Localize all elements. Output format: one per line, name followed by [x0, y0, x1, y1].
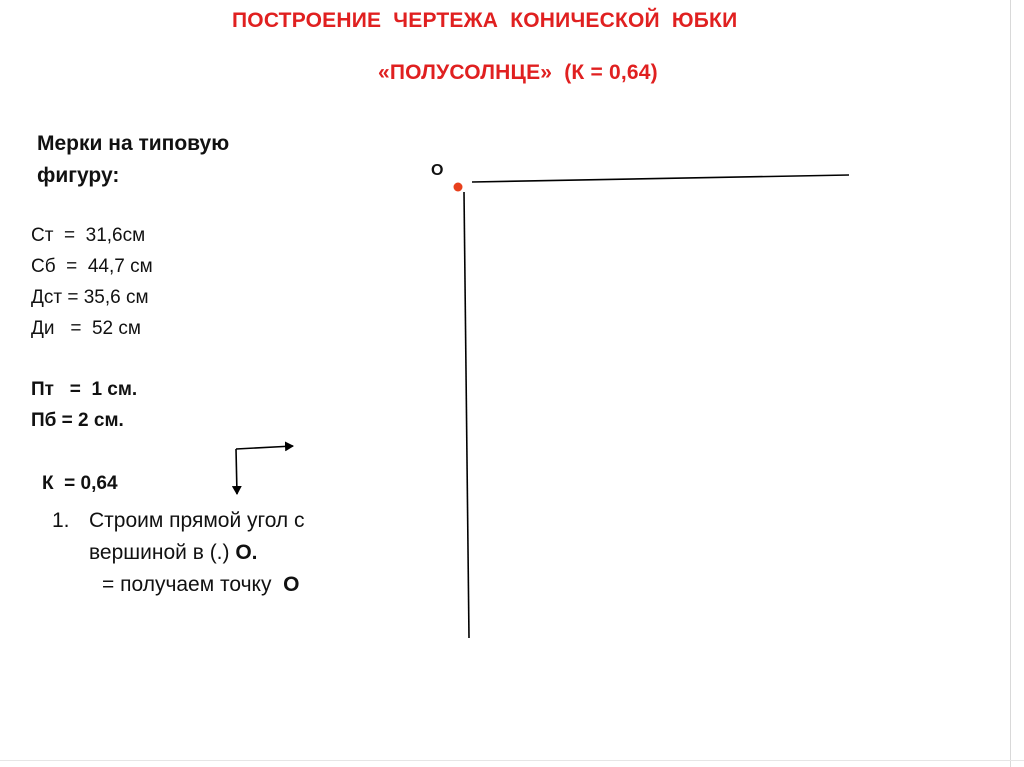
measurement-dst: Дст = 35,6 см — [31, 287, 149, 308]
arrow-icon-vertical — [236, 449, 237, 494]
arrow-icon-horizontal — [236, 446, 293, 449]
step-result-prefix: = получаем точку — [102, 573, 284, 596]
allowance-pt: Пт = 1 см. — [31, 379, 138, 400]
allowance-pb: Пб = 2 см. — [31, 410, 124, 431]
slide-title-line-1: ПОСТРОЕНИЕ ЧЕРТЕЖА КОНИЧЕСКОЙ ЮБКИ — [232, 9, 738, 32]
horizontal-line — [472, 175, 849, 182]
point-o-label: О — [431, 162, 444, 179]
step-number: 1. — [52, 509, 70, 532]
vertical-line — [464, 192, 469, 638]
coefficient-k: К = 0,64 — [42, 473, 118, 494]
measurement-di: Ди = 52 см — [31, 318, 141, 339]
step-result-bold: О — [283, 573, 300, 596]
measurement-sb: Сб = 44,7 см — [31, 256, 153, 277]
measurements-heading: Мерки на типовую фигуру: — [37, 132, 230, 187]
slide-title-line-2: «ПОЛУСОЛНЦЕ» (К = 0,64) — [378, 61, 658, 84]
step-text-prefix: Строим прямой угол с вершиной в (.) — [89, 509, 305, 564]
step-text-bold: О. — [235, 541, 258, 564]
point-o-marker — [454, 183, 463, 192]
measurement-st: Ст = 31,6см — [31, 225, 146, 246]
